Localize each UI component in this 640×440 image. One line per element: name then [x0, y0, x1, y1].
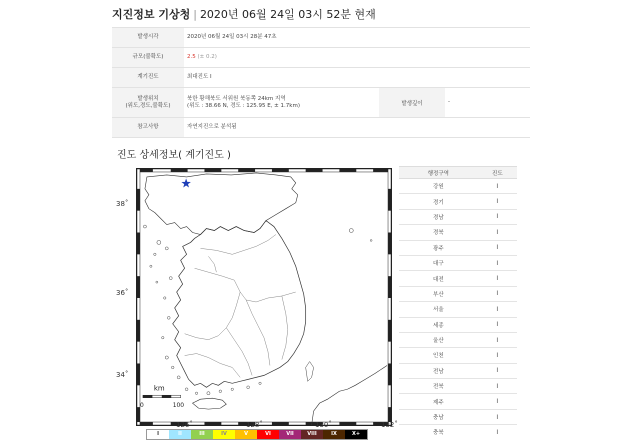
- region-intensity: I: [478, 255, 517, 270]
- region-name: 전북: [399, 379, 478, 394]
- ulleungdo-island: [349, 229, 353, 233]
- legend-item: III: [191, 430, 213, 439]
- region-intensity: I: [478, 286, 517, 301]
- lat-label-38: 38˚: [116, 200, 129, 208]
- table-row: [399, 209, 517, 224]
- province-borders: [185, 234, 296, 377]
- legend-item: VI: [257, 430, 279, 439]
- info-row-note: [112, 118, 530, 138]
- table-row: [399, 255, 517, 270]
- jeju-island-outline: [193, 398, 227, 409]
- table-row: [399, 271, 517, 286]
- region-name: 인천: [399, 348, 478, 363]
- info-label: 규모(불확도): [112, 48, 184, 68]
- earthquake-info-table: [112, 27, 530, 138]
- lon-label-130: 130˚: [315, 421, 332, 429]
- table-row: [399, 363, 517, 378]
- info-value: [184, 48, 530, 68]
- region-name: 강원: [399, 179, 478, 194]
- info-row-intensity: [112, 68, 530, 88]
- depth-value: -: [445, 88, 530, 118]
- region-intensity: I: [478, 302, 517, 317]
- region-name: 제주: [399, 394, 478, 409]
- region-name: 부산: [399, 286, 478, 301]
- region-intensity: I: [478, 394, 517, 409]
- region-name: 전남: [399, 363, 478, 378]
- region-intensity: I: [478, 363, 517, 378]
- page-title-main: 지진정보 기상청: [112, 8, 191, 21]
- region-intensity: I: [478, 317, 517, 332]
- magnitude-uncertainty: (± 0.2): [197, 54, 217, 60]
- region-intensity: I: [478, 348, 517, 363]
- title-separator: |: [193, 8, 197, 21]
- report-datetime: 2020년 06월 24일 03시 52분 현재: [199, 8, 376, 21]
- table-row: [399, 332, 517, 347]
- table-row: [399, 225, 517, 240]
- info-value: 자연지진으로 분석됨: [184, 118, 530, 138]
- region-header: 행정구역: [399, 167, 478, 179]
- magnitude-value: 2.5: [187, 54, 196, 60]
- level-header: 진도: [478, 167, 517, 179]
- lat-label-36: 36˚: [116, 289, 129, 297]
- region-intensity: I: [478, 409, 517, 424]
- intensity-map: [116, 168, 392, 426]
- info-row-magnitude: [112, 48, 530, 68]
- region-intensity: I: [478, 271, 517, 286]
- table-row: [399, 240, 517, 255]
- location-label: 발생위치: [137, 95, 159, 102]
- location-coords: (위도 : 38.66 N, 경도 : 125.95 E, ± 1.7km): [187, 102, 300, 109]
- location-text: 북한 황해북도 서위원 북동쪽 24km 지역: [187, 95, 286, 102]
- table-row: [399, 179, 517, 194]
- legend-item: X+: [345, 430, 367, 439]
- region-name: 대구: [399, 255, 478, 270]
- korea-map-svg: [137, 169, 391, 425]
- north-korea-outline: [145, 173, 298, 235]
- epicenter-star-icon: [181, 179, 191, 188]
- intensity-legend: [146, 429, 368, 440]
- lon-label-126: 126˚: [176, 421, 193, 429]
- region-name: 울산: [399, 332, 478, 347]
- table-row: [399, 194, 517, 209]
- scale-end-label: 100: [172, 402, 185, 410]
- max-intensity-value: 최대진도 I: [184, 68, 530, 88]
- legend-item: VIII: [301, 430, 323, 439]
- scale-start-label: 0: [139, 402, 144, 410]
- region-intensity: I: [478, 225, 517, 240]
- depth-label: 발생깊이: [379, 88, 445, 118]
- region-name: 경남: [399, 209, 478, 224]
- region-intensity: I: [478, 240, 517, 255]
- legend-item: II: [169, 430, 191, 439]
- region-name: 광주: [399, 240, 478, 255]
- map-frame: [136, 168, 392, 426]
- japan-coast-outline: [312, 365, 387, 425]
- scale-unit-label: km: [153, 384, 165, 393]
- region-name: 충북: [399, 425, 478, 440]
- table-row: [399, 409, 517, 424]
- table-row: [399, 348, 517, 363]
- intensity-detail-title: 진도 상세정보( 계기진도 ): [117, 150, 231, 161]
- region-intensity: I: [478, 332, 517, 347]
- table-row: [399, 302, 517, 317]
- table-row: [399, 394, 517, 409]
- info-value: 2020년 06월 24일 03시 28분 47초: [184, 28, 530, 48]
- info-label: [112, 88, 184, 118]
- legend-item: IX: [323, 430, 345, 439]
- info-row-location: [112, 88, 530, 118]
- info-label: 참고사항: [112, 118, 184, 138]
- region-name: 경기: [399, 194, 478, 209]
- info-row-time: [112, 28, 530, 48]
- table-row: [399, 379, 517, 394]
- region-intensity: I: [478, 425, 517, 440]
- table-row: [399, 286, 517, 301]
- info-label: 계기진도: [112, 68, 184, 88]
- region-name: 서울: [399, 302, 478, 317]
- region-table-header: [399, 167, 517, 179]
- region-name: 경북: [399, 225, 478, 240]
- lat-label-34: 34˚: [116, 371, 129, 379]
- region-name: 대전: [399, 271, 478, 286]
- lon-label-132: 132˚: [381, 421, 398, 429]
- table-row: [399, 425, 517, 440]
- info-value: [184, 88, 379, 118]
- page-title: [112, 6, 376, 22]
- region-name: 충남: [399, 409, 478, 424]
- region-intensity: I: [478, 194, 517, 209]
- table-row: [399, 317, 517, 332]
- legend-item: V: [235, 430, 257, 439]
- south-korea-outline: [173, 221, 306, 388]
- info-label: 발생시각: [112, 28, 184, 48]
- legend-item: VII: [279, 430, 301, 439]
- tsushima-island-outline: [306, 361, 314, 381]
- region-intensity: I: [478, 379, 517, 394]
- location-label-sub: (위도,경도,불확도): [125, 102, 171, 109]
- region-intensity-table: [399, 166, 517, 440]
- region-intensity: I: [478, 179, 517, 194]
- lon-label-128: 128˚: [246, 421, 263, 429]
- dokdo-island: [370, 240, 372, 242]
- region-intensity: I: [478, 209, 517, 224]
- legend-item: IV: [213, 430, 235, 439]
- legend-item: I: [147, 430, 169, 439]
- map-scale-bar: [143, 395, 181, 397]
- region-name: 세종: [399, 317, 478, 332]
